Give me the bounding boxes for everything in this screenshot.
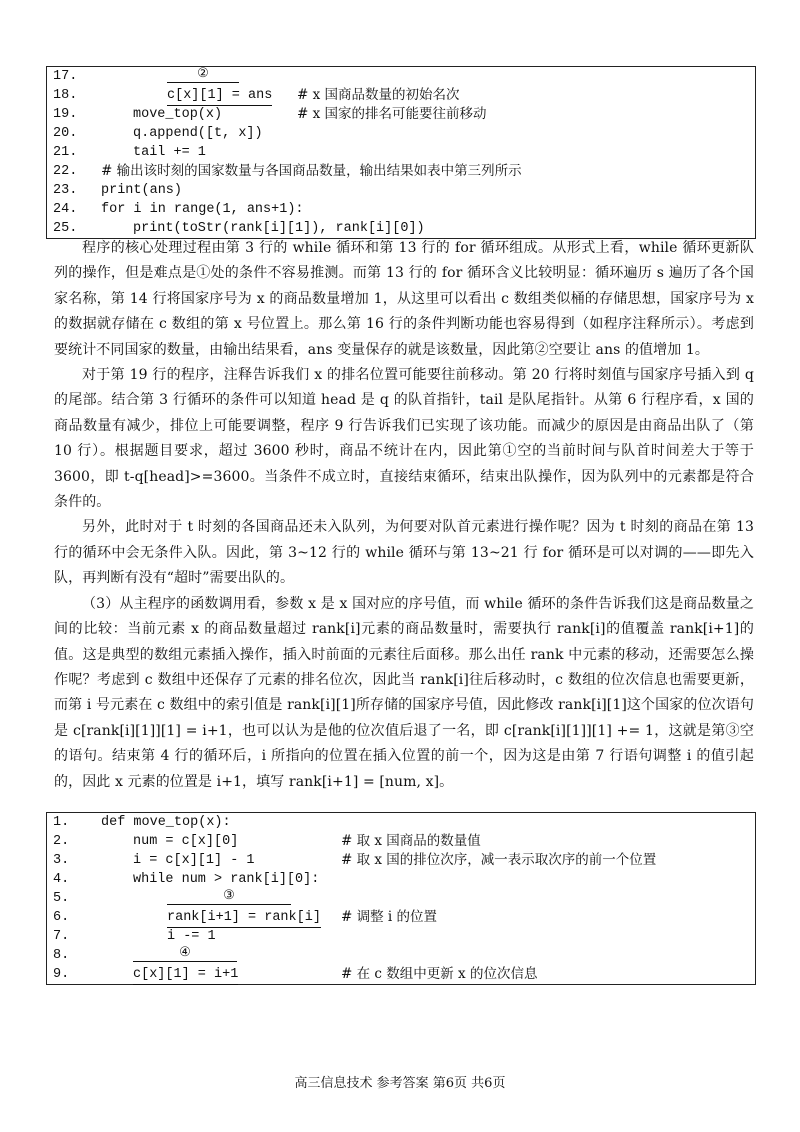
paragraph: 对于第 19 行的程序，注释告诉我们 x 的排名位置可能要往前移动。第 20 行将时刻值与国家序号插入到 q 的尾部。结合第 3 行循环的条件可以知道 head 是 q 的队首指针，tail 是队尾指针。从第 6 行程序看，x 国的商品数量有减少，排位上可能要调整，程序 9 行告诉我们已实现了该功能。而减少的原因是由商品出队了（第 10 行）。根据题目要求，超过 3600 秒时，商品不统计在内，因此第①空的当前时间与队首时间差大于等于 3600，即 t-q[head]>=3600。当条件不成立时，直接结束循环，结束出队操作，因为队列中的元素都是符合条件的。 — [54, 367, 754, 511]
code-line: 19. move_top(x) # x 国家的排名可能要往前移动 — [53, 106, 487, 122]
code-line: 25. print(toStr(rank[i][1]), rank[i][0]) — [53, 221, 425, 236]
code-line: 23. print(ans) — [53, 183, 183, 198]
code-line: 6. rank[i+1] = rank[i] # 调整 i 的位置 — [47, 908, 755, 927]
code-line: 3. i = c[x][1] - 1 # 取 x 国的排位次序，减一表示取次序的前一个位置 — [53, 852, 657, 868]
paragraph: 另外，此时对于 t 时刻的各国商品还未入队列，为何要对队首元素进行操作呢？因为 t 时刻的商品在第 13 行的循环中会无条件入队。因此，第 3~12 行的 while 循环与第 13~21 行 for 循环是可以对调的——即先入队，再判断有没有“超时”需要出队的。 — [54, 519, 754, 587]
explanation-text — [54, 236, 754, 795]
code-line: 2. num = c[x][0] # 取 x 国商品的数量值 — [53, 833, 481, 849]
code-line: 21. tail += 1 — [53, 145, 206, 160]
code-comment: # x 国家的排名可能要往前移动 — [297, 106, 487, 122]
answer-2-code: c[x][1] = ans — [167, 86, 272, 106]
paragraph: 程序的核心处理过程由第 3 行的 while 循环和第 13 行的 for 循环组成。从形式上看，while 循环更新队列的操作，但是难点是①处的条件不容易推测。而第 13 行的 for 循环含义比较明显：循环遍历 s 遍历了各个国家名称，第 14 行将国家序号为 x 的商品数量增加 1，从这里可以看出 c 数组类似桶的存储思想，国家序号为 x 的数据就存储在 c 数组的第 x 号位置上。那么第 16 行的条件判断功能也容易得到（如程序注释所示）。考虑到要统计不同国家的数量，由输出结果看，ans 变量保存的就是该数量，因此第②空要让 ans 的值增加 1。 — [54, 240, 754, 358]
code-line: 5. ③ — [47, 889, 755, 908]
code-line: 1. def move_top(x): — [53, 815, 231, 830]
code-line: 18. c[x][1] = ans # x 国商品数量的初始名次 — [47, 86, 755, 105]
code-block-move-top — [46, 812, 756, 985]
answer-3-code: rank[i+1] = rank[i] — [167, 908, 321, 928]
code-line: 7. i -= 1 — [53, 929, 216, 944]
code-line: 8. ④ — [47, 946, 755, 965]
code-line: 22. # 输出该时刻的国家数量与各国商品数量，输出结果如表中第三列所示 — [53, 163, 522, 179]
code-comment: # 取 x 国的排位次序，减一表示取次序的前一个位置 — [341, 852, 657, 868]
code-block-top — [46, 66, 756, 239]
code-line: 4. while num > rank[i][0]: — [53, 872, 320, 887]
code-comment: # 在 c 数组中更新 x 的位次信息 — [341, 966, 538, 982]
paragraph: （3）从主程序的函数调用看，参数 x 是 x 国对应的序号值，而 while 循环的条件告诉我们这是商品数量之间的比较：当前元素 x 的商品数量超过 rank[i]元素的商品数量时，需要执行 rank[i]的值覆盖 rank[i+1]的值。这是典型的数组元素插入操作，插入时前面的元素往后面移。那么出任 rank 中元素的移动，还需要怎么操作呢？考虑到 c 数组中还保存了元素的排名位次，因此当 rank[i]往后移动时，c 数组的位次信息也需要更新，而第 i 号元素在 c 数组中的索引值是 rank[i][1]所存储的国家序号值，因此修改 rank[i][1]这个国家的位次语句是 c[rank[i][1]][1] = i+1，也可以认为是他的位次值后退了一名，即 c[rank[i][1]][1] += 1，这就是第③空的语句。结束第 4 行的循环后，i 所指向的位置在插入位置的前一个，因为这是由第 7 行语句调整 i 的值引起的，因此 x 元素的位置是 i+1，填写 rank[i+1] = [num, x]。 — [54, 595, 754, 790]
code-comment: # 调整 i 的位置 — [341, 909, 438, 925]
code-line: 24. for i in range(1, ans+1): — [53, 202, 304, 217]
answer-blank-2: ② — [167, 67, 239, 83]
page-footer: 高三信息技术 参考答案 第6页 共6页 — [294, 1076, 506, 1091]
code-comment: # 取 x 国商品的数量值 — [341, 833, 481, 849]
answer-blank-3: ③ — [167, 889, 291, 905]
answer-4-code: c[x][1] = i+1 — [133, 965, 238, 985]
code-line: 17. ② — [47, 67, 755, 86]
answer-blank-4: ④ — [133, 946, 237, 962]
code-line: 20. q.append([t, x]) — [53, 126, 263, 141]
code-line: 9. c[x][1] = i+1 # 在 c 数组中更新 x 的位次信息 — [47, 965, 755, 984]
code-comment: # x 国商品数量的初始名次 — [297, 87, 460, 103]
